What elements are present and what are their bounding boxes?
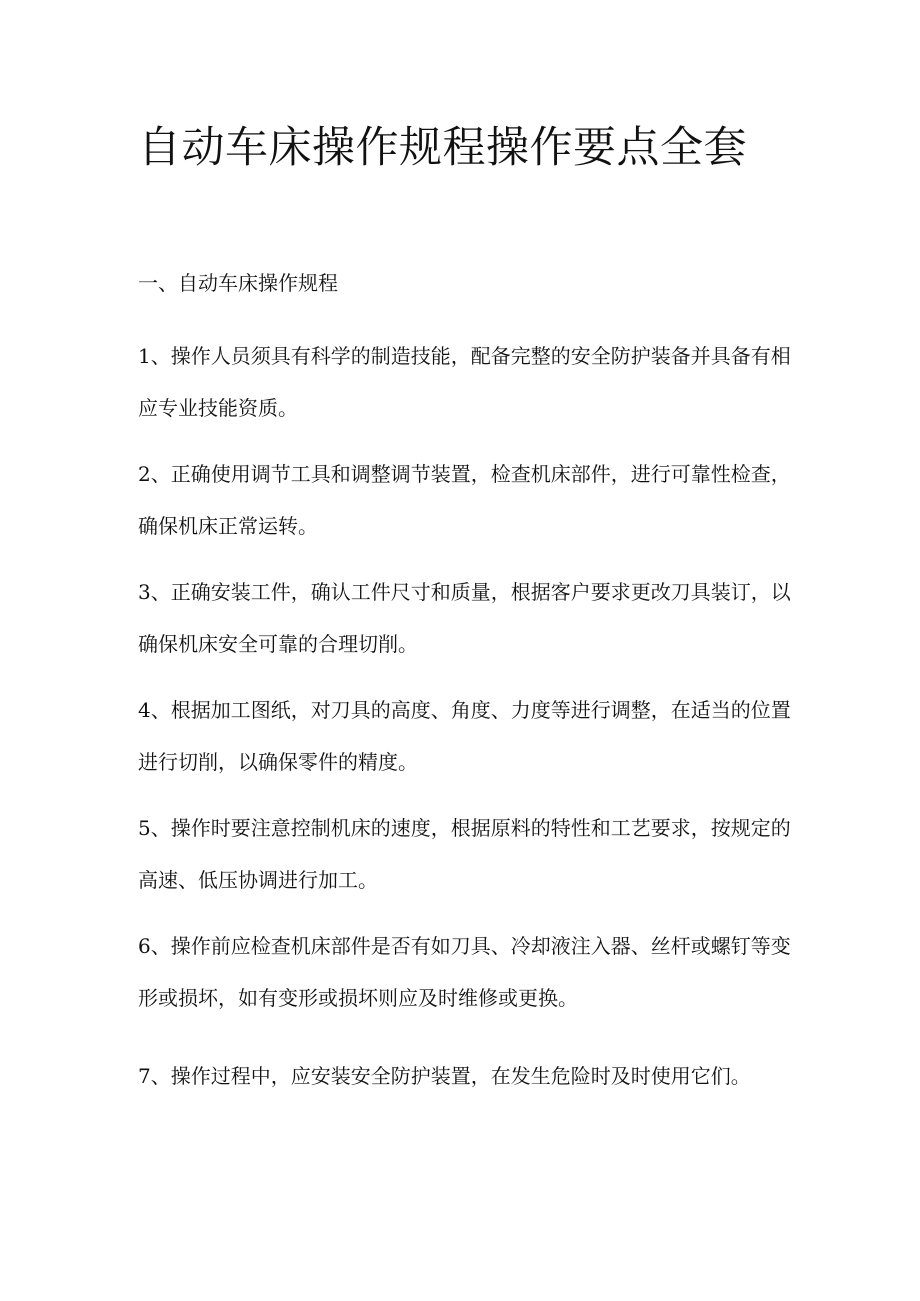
list-item-2 — [138, 448, 818, 552]
list-item-number: 6 — [138, 934, 151, 958]
list-item-line — [138, 566, 818, 618]
list-item-line — [138, 684, 818, 736]
list-item-line: 进行切削，以确保零件的精度。 — [138, 750, 418, 774]
list-item-text: 、正确安装工件，确认工件尺寸和质量，根据客户要求更改刀具装订，以 — [150, 580, 791, 604]
list-item-6 — [138, 920, 818, 1024]
list-item-text: 、正确使用调节工具和调整调节装置，检查机床部件，进行可靠性检查， — [150, 462, 791, 486]
list-item-number: 5 — [138, 816, 151, 840]
list-item-line: 确保机床正常运转。 — [138, 514, 318, 538]
list-item-text: 、操作人员须具有科学的制造技能，配备完整的安全防护装备并具备有相 — [150, 344, 791, 368]
list-item-number: 2 — [138, 462, 151, 486]
list-item-number: 1 — [138, 344, 151, 368]
list-item-line: 形或损坏，如有变形或损坏则应及时维修或更换。 — [138, 986, 578, 1010]
list-item-number: 7 — [138, 1064, 151, 1088]
list-item-1 — [138, 330, 818, 434]
list-item-line — [138, 448, 818, 500]
list-item-line — [138, 920, 818, 972]
list-item-number: 4 — [138, 698, 151, 722]
list-item-line: 应专业技能资质。 — [138, 396, 298, 420]
list-item-5 — [138, 802, 818, 906]
list-item-text: 、操作前应检查机床部件是否有如刀具、冷却液注入器、丝杆或螺钉等变 — [150, 934, 791, 958]
list-item-line — [138, 1050, 818, 1102]
list-item-4 — [138, 684, 818, 788]
list-item-line — [138, 802, 818, 854]
list-item-text: 、操作过程中，应安装安全防护装置，在发生危险时及时使用它们。 — [150, 1064, 751, 1088]
list-item-line: 确保机床安全可靠的合理切削。 — [138, 632, 418, 656]
list-item-line — [138, 330, 818, 382]
document-title: 自动车床操作规程操作要点全套 — [138, 123, 747, 173]
list-item-text: 、根据加工图纸，对刀具的高度、角度、力度等进行调整，在适当的位置 — [150, 698, 791, 722]
list-item-7 — [138, 1050, 818, 1102]
list-item-3 — [138, 566, 818, 670]
list-item-line: 高速、低压协调进行加工。 — [138, 868, 378, 892]
section-heading: 一、自动车床操作规程 — [138, 271, 338, 295]
list-item-text: 、操作时要注意控制机床的速度，根据原料的特性和工艺要求，按规定的 — [150, 816, 791, 840]
list-item-number: 3 — [138, 580, 151, 604]
